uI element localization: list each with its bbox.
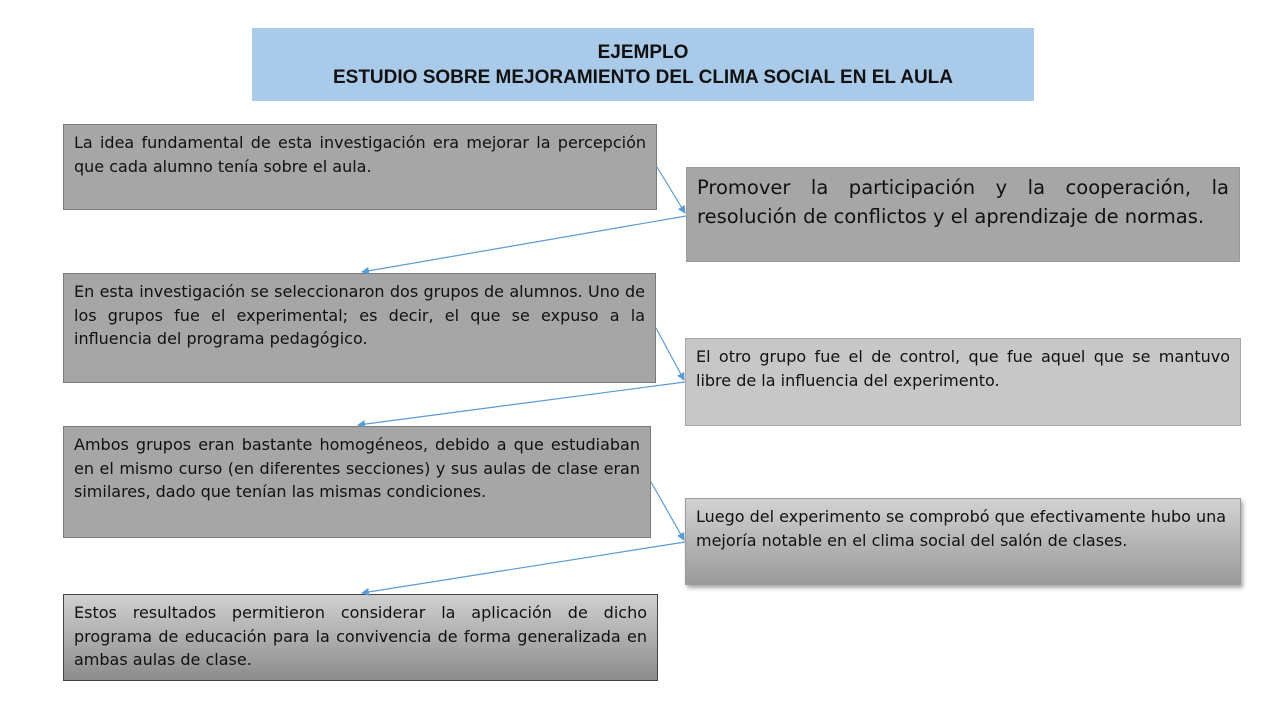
arrow-b4-to-b5: [358, 382, 685, 425]
box-idea-fundamental: La idea fundamental de esta investigación era mejorar la percepción que cada alumno tenía sobre el aula.: [63, 124, 657, 210]
title-banner: [252, 28, 1034, 101]
box-grupos: En esta investigación se seleccionaron dos grupos de alumnos. Uno de los grupos fue el experimental; es decir, el que se expuso a la influencia del programa pedagógico.: [63, 273, 656, 383]
arrow-b5-to-b6: [651, 482, 684, 540]
box-resultado-experimento: Luego del experimento se comprobó que efectivamente hubo una mejoría notable en el clima social del salón de clases.: [685, 498, 1241, 585]
box-grupo-control: El otro grupo fue el de control, que fue aquel que se mantuvo libre de la influencia del experimento.: [685, 338, 1241, 426]
arrow-b6-to-b7: [362, 542, 685, 593]
box-homogeneos: Ambos grupos eran bastante homogéneos, debido a que estudiaban en el mismo curso (en diferentes secciones) y sus aulas de clase eran similares, dado que tenían las mismas condiciones.: [63, 426, 651, 538]
arrow-b1-to-b2: [657, 167, 685, 213]
arrow-b2-to-b3: [362, 216, 686, 272]
box-conclusion: Estos resultados permitieron considerar la aplicación de dicho programa de educación para la convivencia de forma generalizada en ambas aulas de clase.: [63, 594, 658, 681]
title-line-2: ESTUDIO SOBRE MEJORAMIENTO DEL CLIMA SOCIAL EN EL AULA: [332, 66, 953, 88]
box-promover: Promover la participación y la cooperación, la resolución de conflictos y el aprendizaje de normas.: [686, 167, 1240, 262]
arrow-b3-to-b4: [656, 328, 684, 380]
title-line-1: EJEMPLO: [597, 41, 689, 63]
